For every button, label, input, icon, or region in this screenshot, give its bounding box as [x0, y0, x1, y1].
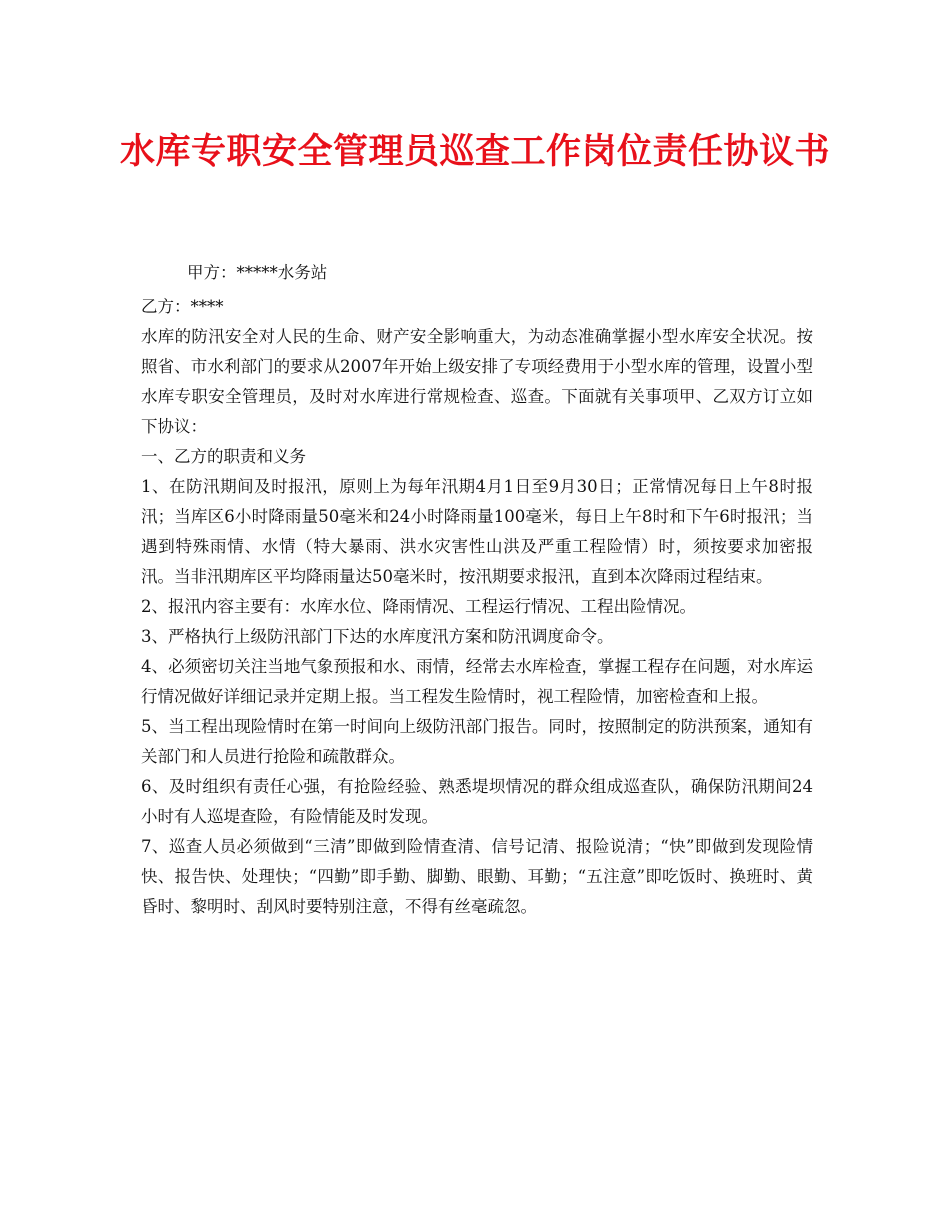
duty-item-5: 5、当工程出现险情时在第一时间向上级防汛部门报告。同时，按照制定的防洪预案，通知有关部门和人员进行抢险和疏散群众。	[141, 717, 813, 766]
duty-item-2: 2、报汛内容主要有：水库水位、降雨情况、工程运行情况、工程出险情况。	[141, 597, 696, 616]
section-heading: 一、乙方的职责和义务	[141, 447, 306, 466]
duty-item-7: 7、巡查人员必须做到“三清”即做到险情查清、信号记清、报险说清；“快”即做到发现险情快、报告快、处理快；“四勤”即手勤、脚勤、眼勤、耳勤；“五注意”即吃饭时、换班时、黄昏时、黎明时、刮风时要特别注意，不得有丝毫疏忽。	[141, 837, 813, 916]
party-b-line: 乙方：****	[141, 297, 224, 316]
document-title: 水库专职安全管理员巡查工作岗位责任协议书	[120, 131, 831, 172]
document-body	[141, 258, 813, 922]
party-a-line: 甲方：*****水务站	[187, 263, 328, 282]
duty-item-4: 4、必须密切关注当地气象预报和水、雨情，经常去水库检查，掌握工程存在问题，对水库运行情况做好详细记录并定期上报。当工程发生险情时，视工程险情，加密检查和上报。	[141, 657, 813, 706]
duty-item-6: 6、及时组织有责任心强，有抢险经验、熟悉堤坝情况的群众组成巡查队，确保防汛期间24小时有人巡堤查险，有险情能及时发现。	[141, 777, 813, 826]
duty-item-1: 1、在防汛期间及时报汛，原则上为每年汛期4月1日至9月30日；正常情况每日上午8时报汛；当库区6小时降雨量50毫米和24小时降雨量100毫米，每日上午8时和下午6时报汛；当遇到特殊雨情、水情（特大暴雨、洪水灾害性山洪及严重工程险情）时，须按要求加密报汛。当非汛期库区平均降雨量达50毫米时，按汛期要求报汛，直到本次降雨过程结束。	[141, 477, 813, 586]
intro-paragraph: 水库的防汛安全对人民的生命、财产安全影响重大，为动态准确掌握小型水库安全状况。按照省、市水利部门的要求从2007年开始上级安排了专项经费用于小型水库的管理，设置小型水库专职安全管理员，及时对水库进行常规检查、巡查。下面就有关事项甲、乙双方订立如下协议：	[141, 327, 813, 436]
duty-item-3: 3、严格执行上级防汛部门下达的水库度汛方案和防汛调度命令。	[141, 627, 614, 646]
